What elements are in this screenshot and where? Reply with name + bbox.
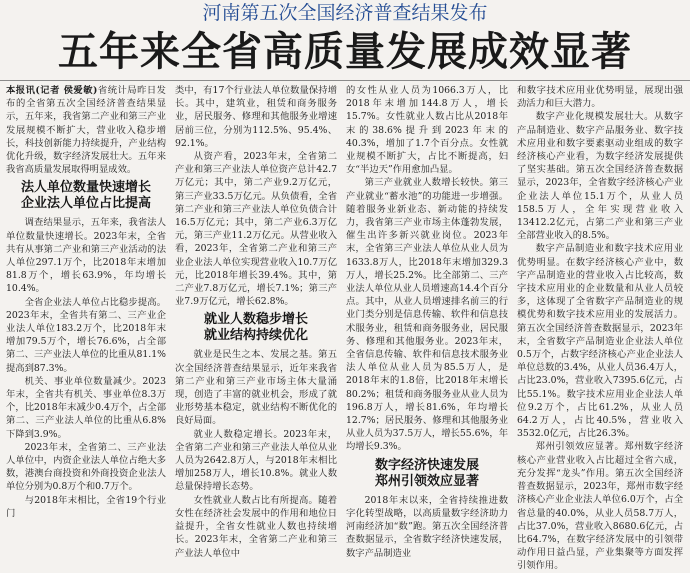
- paragraph: 就业是民生之本、发展之基。第五次全国经济普查结果显示，近年来我省第二产业和第三产业市场主体大量涌现，创造了丰富的就业机会，形成了就业形势基本稳定，就业结构不断优化的良好局面。: [175, 349, 337, 427]
- paragraph: 第三产业就业人数增长较快。第三产业就业“蓄水池”的功能进一步增强。随着服务业新业态、新动能的持续发力，我省第三产业市场主体蓬勃发展，催生出许多新兴就业岗位。2023年末，全省第三产业法人单位从业人员为1633.8万人，比2018年末增加329.3万人，增长25.2%。比全部第二、三产业法人单位从业人员增速高14.4个百分点。其中，从业人员增速排名前三的行业门类分别是信息传输、软件和信息技术服务业，租赁和商务服务业，居民服务、修理和其他服务业。2023年末，全省信息传输、软件和信息技术服务业法人单位从业人员为85.5万人，是2018年末的1.8倍，比2018年末增长80.2%；租赁和商务服务业从业人员为196.8万人，增长81.6%，年均增长12.7%；居民服务、修理和其他服务业从业人员为37.5万人，增长55.6%，年均增长9.3%。: [346, 177, 508, 453]
- paragraph: 就业人数稳定增长。2023年末，全省第二产业和第三产业法人单位从业人员为2642.8万人，与2018年末相比增加258万人，增长10.8%。就业人数总量保持增长态势。: [175, 428, 337, 493]
- headline-rule: [0, 80, 690, 81]
- paragraph: 2023年末，全省第二、三产业法人单位中，内资企业法人单位占绝大多数，港澳台商投资和外商投资企业法人单位分别为0.8万个和0.7万个。: [6, 441, 166, 493]
- lead-text: 省统计局昨日发布的全省第五次全国经济普查结果显示，五年来，我省第二产业和第三产业发展规模不断扩大，营业收入稳步增长，科技创新能力持续提升，产业结构优化升级，数字经济发展壮大。五年来我省高质量发展取得明显成效。: [6, 85, 166, 176]
- paragraph: 的女性从业人员为1066.3万人，比2018年末增加144.8万人，增长15.7%。女性就业人数占比从2018年末的38.6%提升到2023年末的40.3%，增加了1.7个百分点。女性就业规模不断扩大，占比不断提高，妇女“半边天”作用愈加凸显。: [346, 85, 508, 176]
- subheading-1: [6, 180, 166, 212]
- paragraph: 调查结果显示，五年来，我省法人单位数量快速增长。2023年末，全省共有从事第二产业和第三产业活动的法人单位297.1万个，比2018年末增加81.8万个，增长63.9%，年均增长10.4%。: [6, 217, 166, 295]
- byline: 本报讯(记者 侯爱敏): [6, 85, 98, 96]
- article-column-2: [175, 84, 337, 559]
- lead-paragraph: [6, 84, 166, 176]
- paragraph: 机关、事业单位数量减少。2023年末，全省共有机关、事业单位8.3万个，比2018年末减少0.4万个，占全部第二、三产业法人单位的比重从6.8%下降到3.9%。: [6, 375, 166, 440]
- paragraph: 郑州引领效应显著。郑州数字经济核心产业营业收入占比超过全省六成，充分发挥“龙头”作用。第五次全国经济普查数据显示，2023年，郑州市数字经济核心产业企业法人单位6.0万个，占全省总量的40.0%，从业人员58.7万人，占比37.0%，营业收入8680.6亿元，占比64.7%，在数字经济发展中的引领带动作用日益凸显，产业集聚等方面发挥引领作用。: [517, 441, 683, 572]
- headline: 五年来全省高质量发展成效显著: [58, 29, 632, 75]
- paragraph: 数字产品制造业和数字技术应用业优势明显。在数字经济核心产业中，数字产品制造业的营业收入占比较高，数字技术应用业的企业数量和从业人员较多，这体现了全省数字产品制造业的规模优势和数字技术应用业的发展活力。第五次全国经济普查数据显示，2023年末，全省数字产品制造业企业法人单位0.5万个，占数字经济核心产业企业法人单位总数的3.4%，从业人员36.4万人，占比23.0%，营业收入7395.6亿元，占比55.1%。数字技术应用业企业法人单位9.2万个，占比61.2%，从业人员64.2万人，占比40.5%，营业收入3532.0亿元，占比26.3%。: [517, 243, 683, 440]
- subheading-1-line-2: 企业法人单位占比提高: [20, 196, 151, 212]
- kicker-title: 河南第五次全国经济普查结果发布: [202, 2, 488, 24]
- paragraph: 数字产业化规模发展壮大。从数字产品制造业、数字产品服务业、数字技术应用业和数字要素驱动业组成的数字经济核心产业看，为数字经济发展提供了坚实基础。第五次全国经济普查数据显示，2023年，全省数字经济核心产业企业法人单位15.1万个，从业人员158.5万人，全年实现营业收入13412.2亿元，占第二产业和第三产业全部营业收入的8.5%。: [517, 111, 683, 242]
- subheading-3: [346, 458, 508, 490]
- paragraph: 女性就业人数占比有所提高。随着女性在经济社会发展中的作用和地位日益提升，全省女性就业人数也持续增长。2023年末，全省第二产业和第三产业法人单位中: [175, 494, 337, 559]
- paragraph: 全省企业法人单位占比稳步提高。2023年末，全省共有第二、三产业企业法人单位183.2万个，比2018年末增加79.5万个，增长76.6%，占全部第二、三产业法人单位的比重从81.1%提高到87.3%。: [6, 296, 166, 374]
- subheading-2: [175, 312, 337, 344]
- paragraph: 和数字技术应用业优势明显，展现出强劲活力和巨大潜力。: [517, 85, 683, 110]
- article-column-3: [346, 84, 508, 559]
- subheading-2-line-1: 就业人数稳步增长: [203, 312, 308, 328]
- article-column-1: [6, 84, 166, 519]
- paragraph: 与2018年末相比，全省19个行业门: [6, 494, 166, 519]
- subheading-1-line-1: 法人单位数量快速增长: [20, 180, 151, 196]
- paragraph: 从资产看，2023年末，全省第二产业和第三产业法人单位资产总计42.7万亿元；其中，第二产业9.2万亿元，第三产业33.5万亿元。从负债看，全省第二产业和第三产业法人单位负债合计16.5万亿元；其中，第二产业6.3万亿元，第三产业11.2万亿元。从营业收入看，2023年，全省第二产业和第三产业企业法人单位实现营业收入10.7万亿元，比2018年增长39.4%。其中，第二产业7.8万亿元，增长7.1%；第三产业7.9万亿元，增长62.8%。: [175, 151, 337, 308]
- paragraph: 类中，有17个行业法人单位数量保持增长。其中，建筑业，租赁和商务服务业，居民服务、修理和其他服务业增速居前三位，分别为112.5%、95.4%、92.1%。: [175, 85, 337, 149]
- subheading-3-line-1: 数字经济快速发展: [374, 457, 479, 473]
- subheading-3-line-2: 郑州引领效应显著: [374, 473, 479, 489]
- article-column-4: [517, 84, 683, 572]
- paragraph: 2018年末以来，全省持续推进数字化转型战略，以高质量数字经济助力河南经济加“数”跑。第五次全国经济普查数据显示，全省数字经济快速发展，数字产品制造业: [346, 494, 508, 559]
- subheading-2-line-2: 就业结构持续优化: [203, 328, 308, 344]
